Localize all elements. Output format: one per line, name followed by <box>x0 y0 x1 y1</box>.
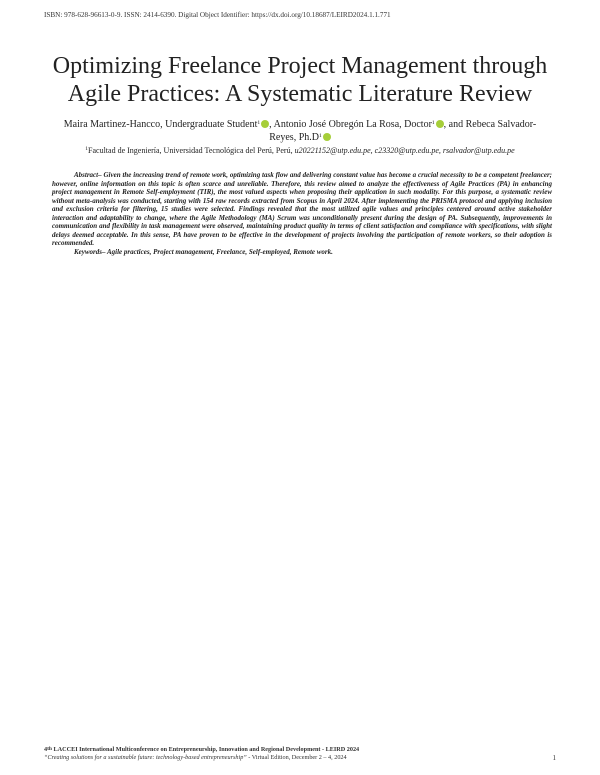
keywords <box>52 248 552 257</box>
author-2-affil: 1 <box>431 120 435 126</box>
affiliation-text: Facultad de Ingeniería, Universidad Tecnológica del Perú, Perú, <box>88 146 295 155</box>
isbn-doi-line: ISBN: 978-628-96613-0-9. ISSN: 2414-6390. Digital Object Identifier: https://dx.doi.org/10.18687/LEIRD2024.1.1.771 <box>44 11 391 19</box>
affiliation-marker: 1 <box>85 146 89 152</box>
paper-title <box>0 52 600 108</box>
affiliation <box>60 145 540 156</box>
abstract-text: Given the increasing trend of remote work, optimizing task flow and delivering constant value has become a crucial necessity to be a competent freelancer; however, online information on this topic is often scarce and unreliable. Therefore, this review aimed to analyze the effectiveness of Agile Practices (PA) in enhancing project management in Remote Self-employment (TIR), the most valued aspects when proposing their application in such modality. For this purpose, a systematic review without meta-analysis was conducted, starting with 154 raw records extracted from Scopus in April 2024. After implementing the PRISMA protocol and applying inclusion and exclusion criteria for filtering, 15 studies were selected. Findings revealed that the most utilized agile values and principles centered around active stakeholder interaction and adaptability to change, where the Agile Methodology (MA) Scrum was unconditionally present during the design of PA. Subsequently, improvements in communication and flexibility in task management were observed, maintaining product quality in terms of client satisfaction and compliance with specifications, with slight delays deemed acceptable. In this sense, PA have proven to be effective in the development of projects involving the participation of remote workers, so their adoption is recommended. <box>52 171 552 247</box>
author-2-name: , Antonio José Obregón La Rosa, Doctor <box>269 119 432 130</box>
keywords-text: Agile practices, Project management, Freelance, Self-employed, Remote work. <box>105 247 333 256</box>
title-line-2: Agile Practices: A Systematic Literature Review <box>67 81 533 107</box>
orcid-icon[interactable] <box>323 133 331 141</box>
orcid-icon[interactable] <box>436 120 444 128</box>
author-emails[interactable]: u20221152@utp.edu.pe, c23320@utp.edu.pe, rsalvador@utp.edu.pe <box>294 146 515 155</box>
conference-name: 4th LACCEI International Multiconference on Entrepreneurship, Innovation and Regional Development - LEIRD 2024 <box>44 746 360 753</box>
author-3-affil: 1 <box>318 133 322 139</box>
abstract <box>52 171 552 256</box>
orcid-icon[interactable] <box>261 120 269 128</box>
abstract-label: Abstract– <box>74 171 102 179</box>
author-3-name: , and Rebeca Salvador-Reyes, Ph.D <box>269 119 537 143</box>
conference-footer <box>44 746 556 762</box>
conference-tagline: “Creating solutions for a sustainable future: technology-based entrepreneurship” - Virtual Edition, December 2 – 4, 2024 <box>44 754 347 761</box>
author-1-name: Maira Martinez-Hancco, Undergraduate Student <box>63 119 258 130</box>
author-list <box>60 118 540 144</box>
author-1-affil: 1 <box>257 120 261 126</box>
page-number: 1 <box>552 754 556 762</box>
keywords-label: Keywords– <box>74 247 106 256</box>
title-line-1: Optimizing Freelance Project Management through <box>52 53 548 79</box>
